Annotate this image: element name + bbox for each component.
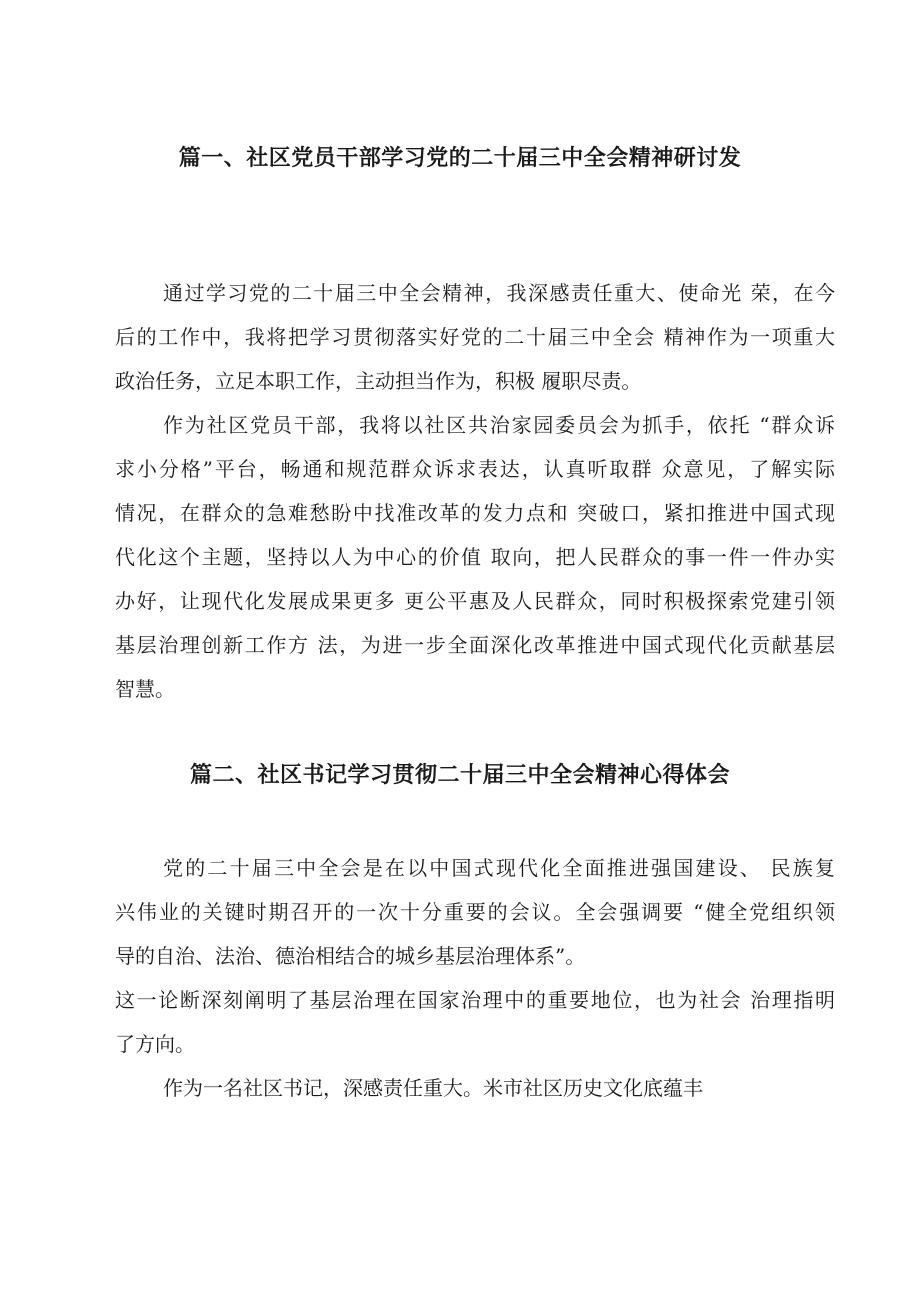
- section-2-line-3: 导的自治、法治、德治相结合的城乡基层治理体系”。: [115, 944, 586, 968]
- section-1-line-4: 作为社区党员干部，我将以社区共治家园委员会为抓手，依托 “群众诉: [163, 413, 835, 437]
- section-2-line-5: 了方向。: [115, 1032, 195, 1056]
- section-1-line-9: 基层治理创新工作方 法，为进一步全面深化改革推进中国式现代化贡献基层: [115, 633, 835, 657]
- section-1-title: 篇一、社区党员干部学习党的二十届三中全会精神研讨发: [178, 146, 742, 171]
- section-1-line-6: 情况，在群众的急难愁盼中找准改革的发力点和 突破口，紧扣推进中国式现: [115, 501, 835, 525]
- section-1-line-10: 智慧。: [115, 677, 175, 701]
- section-1-line-2: 后的工作中，我将把学习贯彻落实好党的二十届三中全会 精神作为一项重大: [115, 325, 835, 349]
- section-2-line-1: 党的二十届三中全会是在以中国式现代化全面推进强国建设、 民族复: [163, 856, 835, 880]
- section-2-title: 篇二、社区书记学习贯彻二十届三中全会精神心得体会: [189, 763, 730, 788]
- section-1-line-5: 求小分格”平台，畅通和规范群众诉求表达，认真听取群 众意见，了解实际: [115, 457, 835, 481]
- section-1-line-7: 代化这个主题，坚持以人为中心的价值 取向，把人民群众的事一件一件办实: [115, 545, 835, 569]
- section-1-line-8: 办好，让现代化发展成果更多 更公平惠及人民群众，同时积极探索党建引领: [115, 589, 835, 613]
- section-2-line-6: 作为一名社区书记，深感责任重大。米市社区历史文化底蕴丰: [163, 1076, 703, 1100]
- section-1-line-1: 通过学习党的二十届三中全会精神，我深感责任重大、使命光 荣，在今: [163, 281, 835, 305]
- section-2-line-4: 这一论断深刻阐明了基层治理在国家治理中的重要地位，也为社会 治理指明: [115, 988, 835, 1012]
- section-1-line-3: 政治任务，立足本职工作，主动担当作为，积极 履职尽责。: [115, 369, 642, 393]
- section-2-line-2: 兴伟业的关键时期召开的一次十分重要的会议。全会强调要 “健全党组织领: [115, 900, 835, 924]
